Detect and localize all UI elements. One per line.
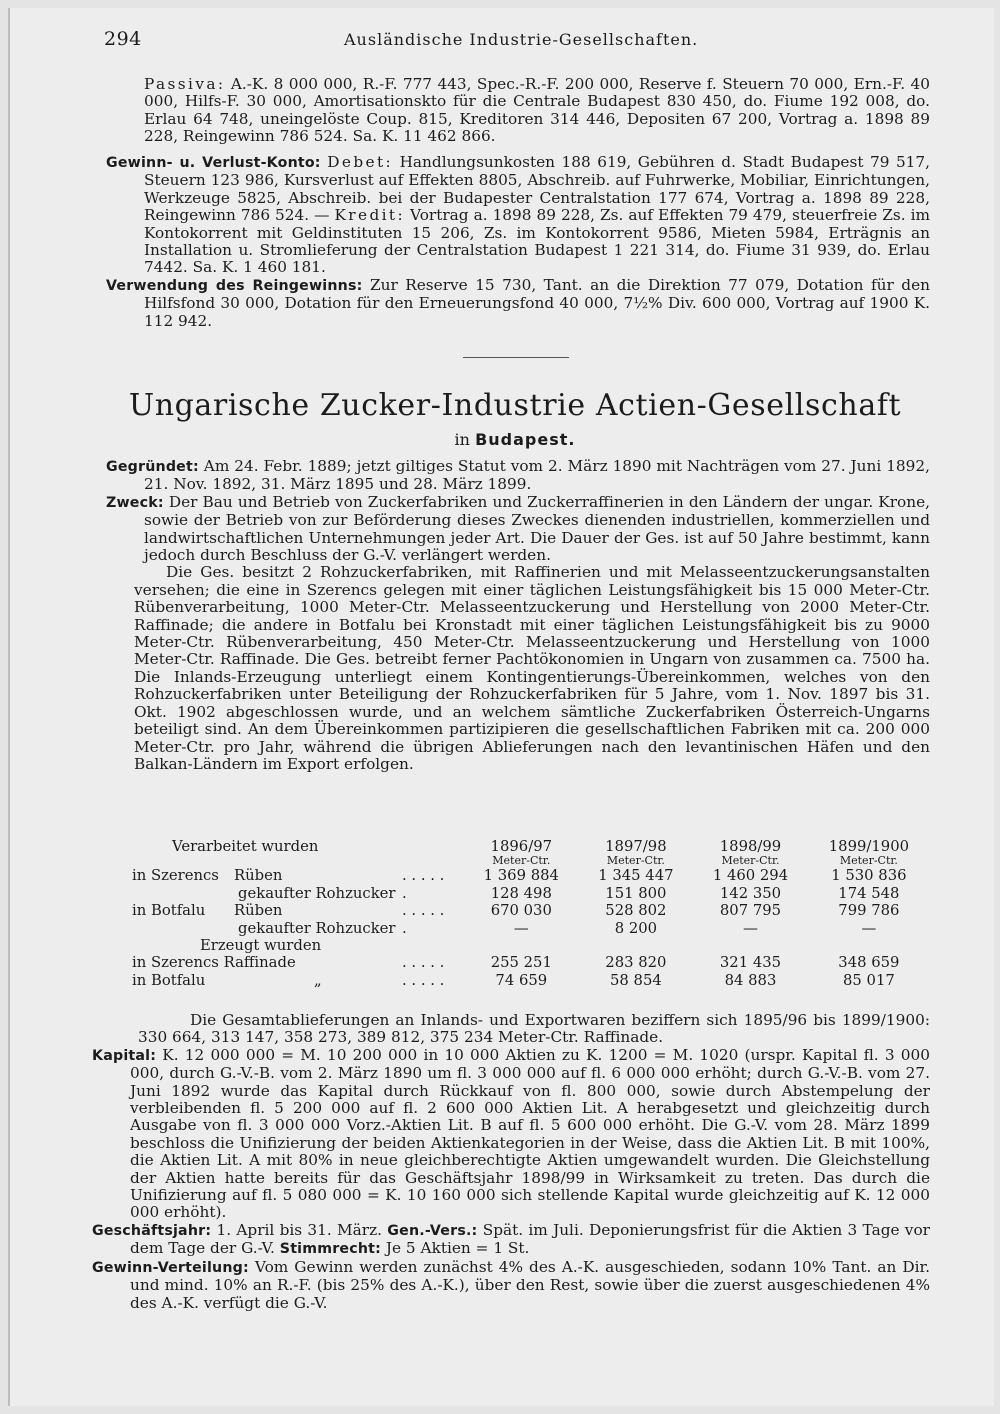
- table-cell: 283 820: [605, 954, 667, 972]
- geschaeft-label: Geschäftsjahr:: [92, 1222, 212, 1239]
- table-row: [132, 920, 930, 937]
- zweck-paragraph: [106, 494, 930, 565]
- year-col: [464, 838, 579, 867]
- besitz-text: Die Ges. besitzt 2 Rohzuckerfabriken, mit Raffinerien und mit Melasseentzuckerungsanstalten versehen; die eine in Szerencs gelegen mit einer täglichen Leistungsfähigkeit bis 15 000 Meter-Ctr. Rübenverarbeitung, 1000 Meter-Ctr. Melasseentzuckerung und Herstellung von 2000 Meter-Ctr. Raffinade; die andere in Botfalu bei Kronstadt mit einer täglichen Leistungsfähigkeit bis zu 9000 Meter-Ctr. Rübenverarbeitung, 450 Meter-Ctr. Melasseentzuckerung und Herstellung von 1000 Meter-Ctr. Raffinade. Die Ges. betreibt ferner Pachtökonomien in Ungarn von zusammen ca. 7500 ha. Die Inlands-Erzeugung unterliegt einem Kontingentierungs-Übereinkommen, welches von den Rohzuckerfabriken unter Beteiligung der Rohzuckerfabriken für 5 Jahre, vom 1. Nov. 1897 bis 31. Okt. 1902 abgeschlossen wurde, und an welchem sämtliche Zuckerfabriken Österreich-Ungarns beteiligt sind. An dem Übereinkommen partizipieren die gesellschaftlichen Fabriken mit ca. 200 000 Meter-Ctr. pro Jahr, während die übrigen Ablieferungen nach den levantinischen Häfen und den Balkan-Ländern im Export erfolgen.: [134, 563, 930, 773]
- table-row: [132, 902, 930, 919]
- table-cell: 1 345 447: [598, 867, 674, 885]
- row-label: in Szerencs Raffinade: [132, 954, 296, 972]
- running-title: Ausländische Industrie-Gesellschaften.: [344, 30, 699, 49]
- gewinnverteilung-paragraph: [92, 1259, 930, 1312]
- genvers-text: Spät. im Juli. Deponierungsfrist für die Aktien 3 Tage vor dem Tage der G.-V.: [130, 1220, 930, 1258]
- row-item: gekaufter Rohzucker: [238, 919, 396, 937]
- production-caption2-row: [132, 937, 930, 954]
- year-label: 1896/97: [490, 838, 553, 855]
- table-cell: 174 548: [838, 884, 900, 902]
- guv-paragraph: [106, 154, 930, 277]
- table-cell: 8 200: [614, 919, 658, 937]
- previous-company-section: [144, 76, 930, 146]
- stimmrecht-label: Stimmrecht:: [279, 1241, 381, 1258]
- geschaeft-paragraph: [92, 1222, 930, 1259]
- passiva-text: A.-K. 8 000 000, R.-F. 777 443, Spec.-R.-F. 200 000, Reserve f. Steuern 70 000, Ern.-F. 40 000, Hilfs-F. 30 000, Amortisationskto für die Centrale Budapest 830 450, do. Fiume 192 008, do. Erlau 64 748, uneingelöste Coup. 815, Kreditoren 314 446, Depositen 67 200, Vortrag a. 1898 89 228, Reingewinn 786 524. Sa. K. 11 462 866.: [144, 75, 930, 146]
- table-row: [132, 954, 930, 971]
- section-divider: [463, 357, 569, 358]
- table-cell: 1 460 294: [712, 867, 789, 885]
- kapital-text: K. 12 000 000 = M. 10 200 000 in 10 000 Aktien zu K. 1200 = M. 1020 (urspr. Kapital fl. 3 000 000, durch G.-V.-B. vom 2. März 1890 um fl. 3 000 000 auf fl. 6 000 000 erhöht; durch G.-V.-B. vom 27. Juni 1892 wurde das Kapital durch Rückkauf von fl. 800 000, sowie durch Abstempelung der verbleibenden fl. 5 200 000 auf fl. 2 600 000 Aktien Lit. A herabgesetzt und gleichzeitig durch Ausgabe von fl. 3 000 000 Vorz.-Aktien Lit. B auf fl. 5 600 000 erhöht. Die G.-V. vom 28. März 1899 beschloss die Unifizierung der beiden Aktienkategorien in der Weise, dass die Aktien Lit. B mit 100%, die Aktien Lit. A mit 80% in neue gleichberechtigte Aktien umgewandelt wurden. Die Gleichstellung der Aktien hatte bereits für das Geschäftsjahr 1898/99 in Wirksamkeit zu treten. Das durch die Unifizierung auf fl. 5 080 000 = K. 10 160 000 sich stellende Kapital wurde gleichzeitig auf K. 12 000 000 erhöht).: [130, 1045, 930, 1222]
- table-cell: 348 659: [838, 954, 900, 972]
- company-title: Ungarische Zucker-Industrie Actien-Gesellschaft: [128, 388, 902, 423]
- row-place: [132, 920, 234, 937]
- debet-text: Handlungsunkosten 188 619, Gebühren d. Stadt Budapest 79 517, Steuern 123 986, Kursverlust auf Effekten 8805, Abschreib. auf Fuhrwerke, Mobiliar, Einrichtungen, Werkzeuge 5825, Abschreib. bei der Budapester Centralstation 177 674, Vortrag a. 1898 89 228, Reingewinn 786 524. —: [144, 153, 931, 225]
- city-prefix: in: [454, 430, 470, 449]
- gewinnverteilung-text: Vom Gewinn werden zunächst 4% des A.-K. ausgeschieden, sodann 10% Tant. an Dir. und mind. 10% an R.-F. (bis 25% des A.-K.), über den Rest, sowie über die zuerst ausgeschiedenen 4% des A.-K. verfügt die G.-V.: [130, 1257, 930, 1312]
- row-dots: . . . . .: [402, 867, 445, 885]
- guv-label: Gewinn- u. Verlust-Konto:: [106, 155, 321, 171]
- table-cell: 128 498: [490, 884, 552, 902]
- row-item: Rüben: [234, 867, 283, 885]
- company-location: [100, 430, 930, 449]
- kapital-label: Kapital:: [92, 1047, 157, 1064]
- table-cell: 74 659: [495, 971, 548, 989]
- table-cell: 670 030: [490, 902, 552, 920]
- unit-label: Meter-Ctr.: [606, 854, 665, 868]
- row-item: Rüben: [234, 902, 283, 920]
- table-cell: 255 251: [490, 954, 552, 972]
- passiva-label: Passiva:: [144, 75, 226, 93]
- passiva-paragraph: [144, 76, 930, 146]
- row-place: in Szerencs: [132, 867, 219, 885]
- table-row: [132, 972, 930, 989]
- unit-label: Meter-Ctr.: [839, 854, 898, 868]
- summary-text: Die Gesamtablieferungen an Inlands- und Exportwaren beziffern sich 1895/96 bis 1899/1900: 330 664, 313 147, 358 273, 389 812, 375 234 Meter-Ctr. Raffinade.: [138, 1011, 930, 1047]
- verwendung-paragraph: [106, 277, 930, 330]
- year-label: 1899/1900: [828, 838, 910, 855]
- year-col: [808, 838, 930, 867]
- year-col: [579, 838, 694, 867]
- kredit-text: Vortrag a. 1898 89 228, Zs. auf Effekten 79 479, steuerfreie Zs. im Kontokorrent mit Geldinstituten 15 206, Zs. im Kontokorrent 9586, Mieten 5984, Erträgnis an Installation u. Stromlieferung der Centralstation Budapest 1 221 314, do. Fiume 31 939, do. Erlau 7442. Sa. K. 1 460 181.: [144, 206, 930, 277]
- table-cell: 807 795: [719, 902, 782, 920]
- summary-paragraph: [92, 1012, 930, 1047]
- table-row: [132, 867, 930, 884]
- table-cell: 528 802: [605, 902, 667, 920]
- table-cell: 142 350: [719, 884, 782, 902]
- production-table: [132, 838, 930, 989]
- row-place: in Botfalu: [132, 902, 206, 920]
- table-cell: 84 883: [724, 971, 777, 989]
- table-cell: 58 854: [610, 971, 662, 989]
- gegruendet-paragraph: [106, 458, 930, 494]
- genvers-label: Gen.-Vers.:: [387, 1222, 478, 1239]
- year-label: 1898/99: [719, 838, 782, 855]
- row-dots: .: [402, 919, 407, 937]
- production-caption: Verarbeitet wurden: [172, 838, 319, 855]
- debet-label: Debet:: [327, 153, 394, 171]
- unit-label: Meter-Ctr.: [492, 854, 551, 868]
- verwendung-text: Zur Reserve 15 730, Tant. an die Direktion 77 079, Dotation für den Hilfsfond 30 000, Dotation für den Erneuerungsfond 40 000, 7½% Div. 600 000, Vortrag auf 1900 K. 112 942.: [144, 275, 930, 330]
- production-header-row: [132, 838, 930, 867]
- gegruendet-label: Gegründet:: [106, 459, 199, 475]
- row-item: gekaufter Rohzucker: [238, 884, 396, 902]
- gewinnverteilung-label: Gewinn-Verteilung:: [92, 1259, 249, 1276]
- table-cell: 1 530 836: [831, 867, 907, 885]
- unit-label: Meter-Ctr.: [721, 854, 780, 868]
- lower-section: [92, 1012, 930, 1312]
- kapital-paragraph: [92, 1047, 930, 1222]
- gegruendet-text: Am 24. Febr. 1889; jetzt giltiges Statut vom 2. März 1890 mit Nachträgen vom 27. Juni 1892, 21. Nov. 1892, 31. März 1895 und 28. März 1899.: [144, 457, 930, 494]
- row-dots: .: [402, 884, 407, 902]
- guv-section: [106, 154, 930, 330]
- page-number: 294: [104, 28, 142, 50]
- production-caption2: Erzeugt wurden: [200, 937, 322, 955]
- table-row: [132, 885, 930, 902]
- row-label: in Botfalu: [132, 971, 206, 989]
- table-cell: —: [743, 919, 758, 937]
- besitz-paragraph: [106, 564, 930, 773]
- table-cell: —: [861, 919, 877, 937]
- city-name: Budapest.: [475, 430, 576, 449]
- row-dots: . . . . .: [402, 954, 445, 972]
- year-col: [693, 838, 808, 867]
- row-ditto: „: [314, 971, 322, 989]
- table-cell: 321 435: [719, 954, 782, 972]
- kredit-label: Kredit:: [334, 206, 406, 225]
- zweck-label: Zweck:: [106, 494, 164, 511]
- zweck-text: Der Bau und Betrieb von Zuckerfabriken und Zuckerraffinerien in den Ländern der ungar. Krone, sowie der Betrieb von zur Beförderung dieses Zweckes dienenden industriellen, kommerziellen und landwirtschaftlichen Unternehmungen jeder Art. Die Dauer der Ges. ist auf 50 Jahre bestimmt, kann jedoch durch Beschluss der G.-V. verlängert werden.: [144, 492, 930, 565]
- row-dots: . . . . .: [402, 902, 445, 920]
- company-body: [106, 458, 930, 773]
- table-cell: 1 369 884: [483, 867, 559, 885]
- row-place: [132, 885, 234, 902]
- year-label: 1897/98: [605, 838, 667, 855]
- geschaeft-text: 1. April bis 31. März.: [216, 1220, 382, 1239]
- table-cell: 799 786: [838, 902, 900, 920]
- table-cell: —: [513, 919, 529, 937]
- stimmrecht-text: Je 5 Aktien = 1 St.: [385, 1239, 530, 1258]
- verwendung-label: Verwendung des Reingewinns:: [106, 277, 363, 294]
- page-header: [104, 28, 924, 54]
- table-cell: 151 800: [605, 884, 667, 902]
- row-dots: . . . . .: [402, 971, 445, 989]
- table-cell: 85 017: [843, 971, 895, 989]
